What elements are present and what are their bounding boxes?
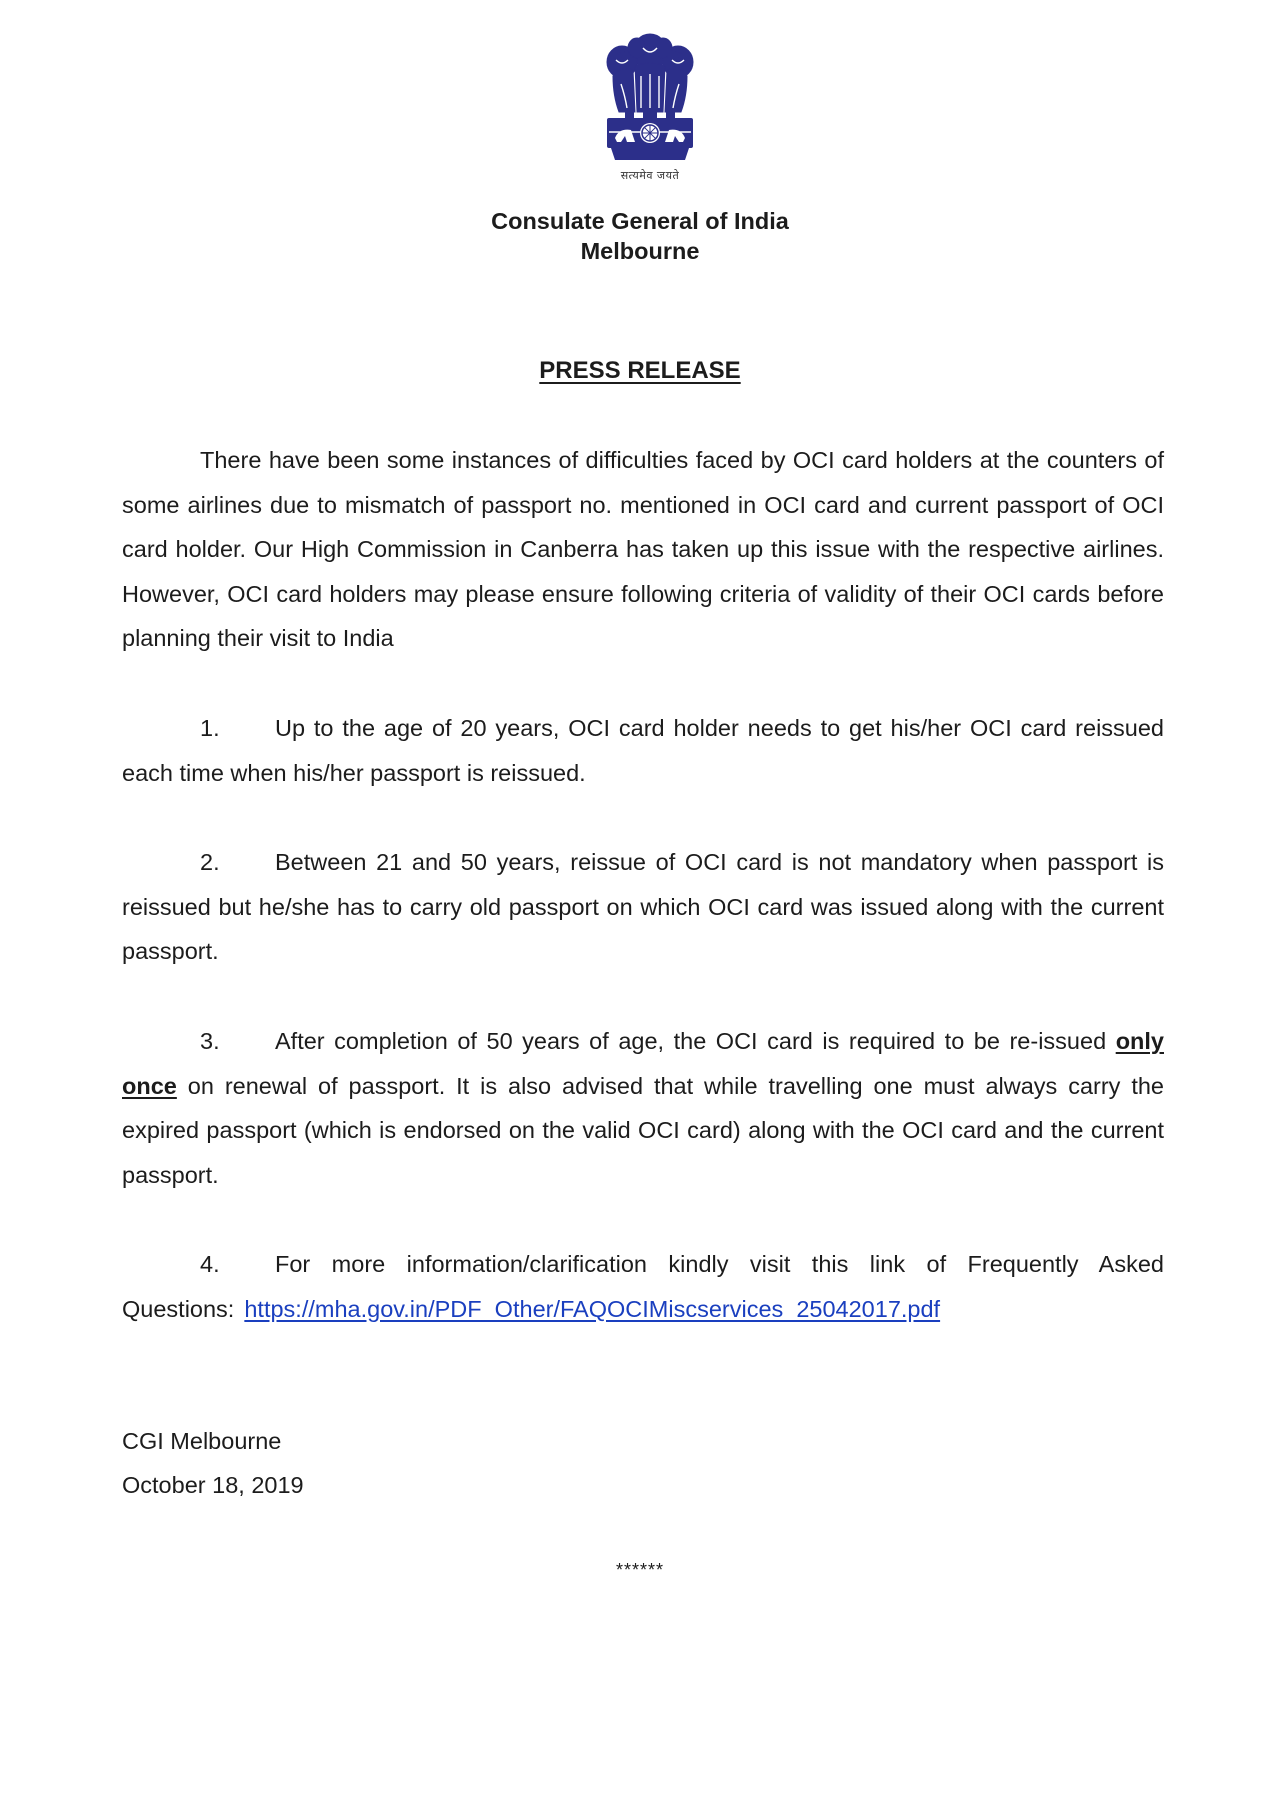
end-mark: ****** xyxy=(615,1560,665,1580)
office-city: Melbourne xyxy=(580,238,700,264)
page-title: PRESS RELEASE xyxy=(539,357,741,384)
list-item-number: 4. xyxy=(200,1251,220,1277)
signature-date: October 18, 2019 xyxy=(122,1472,304,1498)
list-item-text: After completion of 50 years of age, the OCI card is required to be re-issued xyxy=(275,1028,1107,1054)
intro-paragraph: There have been some instances of difficulties faced by OCI card holders at the counters of some airlines due to mismatch of passport no. mentioned in OCI card and current passport of OCI card holder. Our High Commission in Canberra has taken up this issue with the respective airlines. However, OCI card holders may please ensure following criteria of validity of their OCI cards before planning their visit to India xyxy=(122,447,1164,652)
list-item-text: Between 21 and 50 years, reissue of OCI card is not mandatory when passport is reissued but he/she has to carry old passport on which OCI card was issued along with the current passport. xyxy=(122,849,1164,965)
list-item xyxy=(122,840,1164,974)
list-item-text-continued: on renewal of passport. It is also advised that while travelling one must always carry the expired passport (which is endorsed on the valid OCI card) along with the OCI card and the current passport. xyxy=(122,1072,1165,1188)
list-item-number: 1. xyxy=(200,715,220,741)
emphasis-text: only once xyxy=(122,1028,1164,1099)
list-item xyxy=(122,706,1164,795)
list-item xyxy=(122,1242,1164,1331)
list-item-text: For more information/clarification kindly visit this link of Frequently Asked Questions: xyxy=(122,1251,1164,1322)
office-name: Consulate General of India xyxy=(491,208,789,234)
national-emblem-icon xyxy=(591,26,709,176)
faq-link[interactable]: https://mha.gov.in/PDF_Other/FAQOCIMiscservices_25042017.pdf xyxy=(244,1295,941,1322)
list-item xyxy=(122,1019,1164,1197)
list-item-text: Up to the age of 20 years, OCI card holder needs to get his/her OCI card reissued each time when his/her passport is reissued. xyxy=(122,715,1164,786)
signature-office: CGI Melbourne xyxy=(122,1428,282,1454)
list-item-number: 3. xyxy=(200,1028,220,1054)
list-item-number: 2. xyxy=(200,849,220,875)
emblem-motto: सत्यमेव जयते xyxy=(620,169,680,182)
